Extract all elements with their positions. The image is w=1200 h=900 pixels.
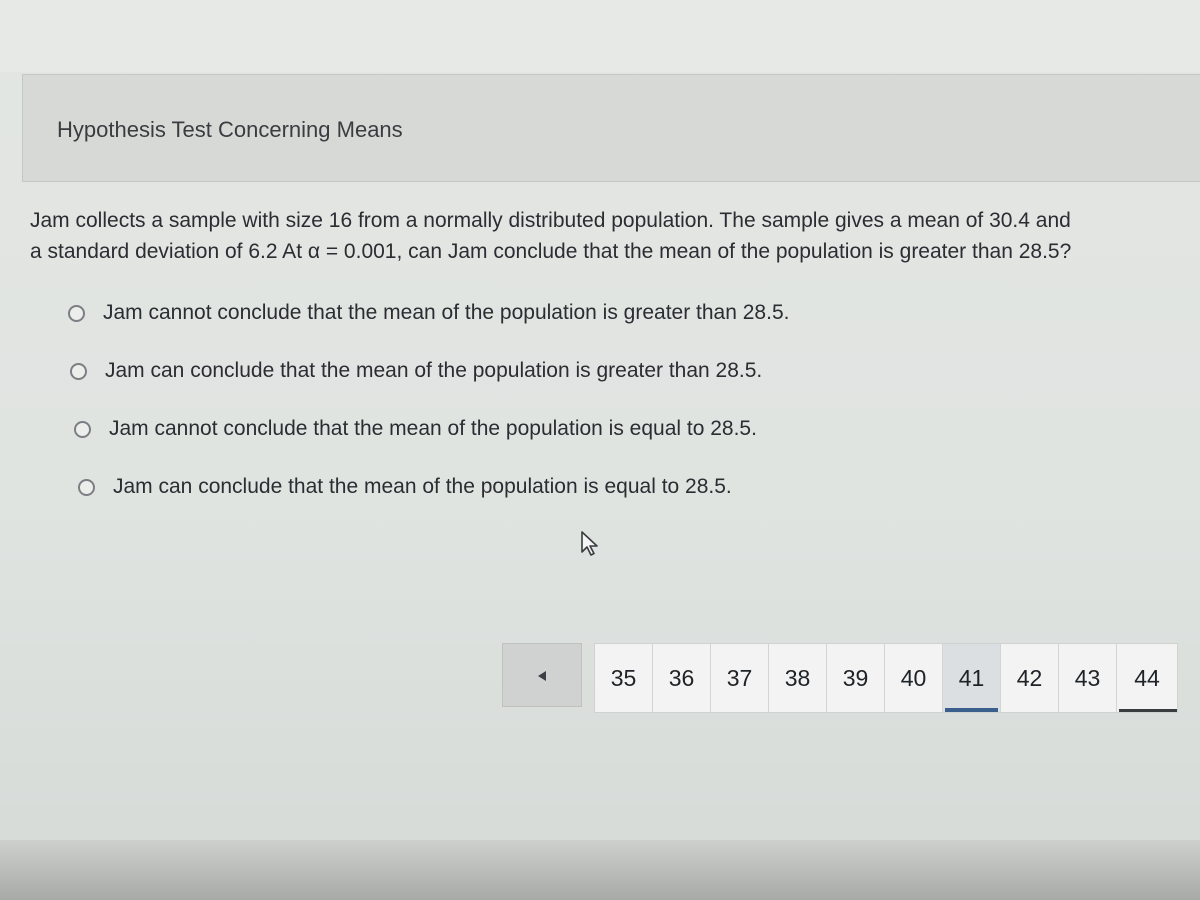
answer-option-2[interactable]: [70, 356, 789, 386]
answer-option-4[interactable]: [78, 472, 789, 502]
question-line-1: Jam collects a sample with size 16 from a normally distributed population. The sample gives a mean of 30.4 and: [30, 209, 1071, 232]
question-line-2: a standard deviation of 6.2 At α = 0.001, can Jam conclude that the mean of the population is greater than 28.5?: [30, 240, 1072, 263]
previous-page-button[interactable]: [502, 643, 582, 707]
answer-option-label: Jam cannot conclude that the mean of the population is equal to 28.5.: [109, 417, 757, 440]
answer-option-label: Jam can conclude that the mean of the population is greater than 28.5.: [105, 359, 763, 382]
question-pagination: [502, 643, 1200, 715]
page-40[interactable]: 40: [885, 644, 943, 712]
page-36[interactable]: 36: [653, 644, 711, 712]
radio-button[interactable]: [74, 421, 91, 438]
page-number-list: [594, 643, 1178, 713]
answer-option-3[interactable]: [74, 414, 789, 444]
bottom-edge: [0, 840, 1200, 900]
radio-button[interactable]: [68, 305, 85, 322]
page-41-current[interactable]: 41: [943, 644, 1001, 712]
question-text: [30, 205, 1195, 267]
answer-option-label: Jam can conclude that the mean of the population is equal to 28.5.: [113, 475, 732, 498]
radio-button[interactable]: [70, 363, 87, 380]
mouse-pointer-icon: [578, 530, 602, 558]
radio-button[interactable]: [78, 479, 95, 496]
top-strip: [0, 0, 1200, 72]
chevron-left-icon: [538, 671, 546, 681]
page-35[interactable]: 35: [595, 644, 653, 712]
question-header: [22, 74, 1200, 182]
page-title: Hypothesis Test Concerning Means: [57, 117, 403, 142]
answer-option-label: Jam cannot conclude that the mean of the population is greater than 28.5.: [103, 301, 790, 324]
page-38[interactable]: 38: [769, 644, 827, 712]
page-39[interactable]: 39: [827, 644, 885, 712]
page-42[interactable]: 42: [1001, 644, 1059, 712]
answer-option-1[interactable]: [68, 298, 789, 328]
answer-options: [68, 298, 789, 530]
page-44[interactable]: 44: [1117, 644, 1177, 712]
page-37[interactable]: 37: [711, 644, 769, 712]
page-43[interactable]: 43: [1059, 644, 1117, 712]
